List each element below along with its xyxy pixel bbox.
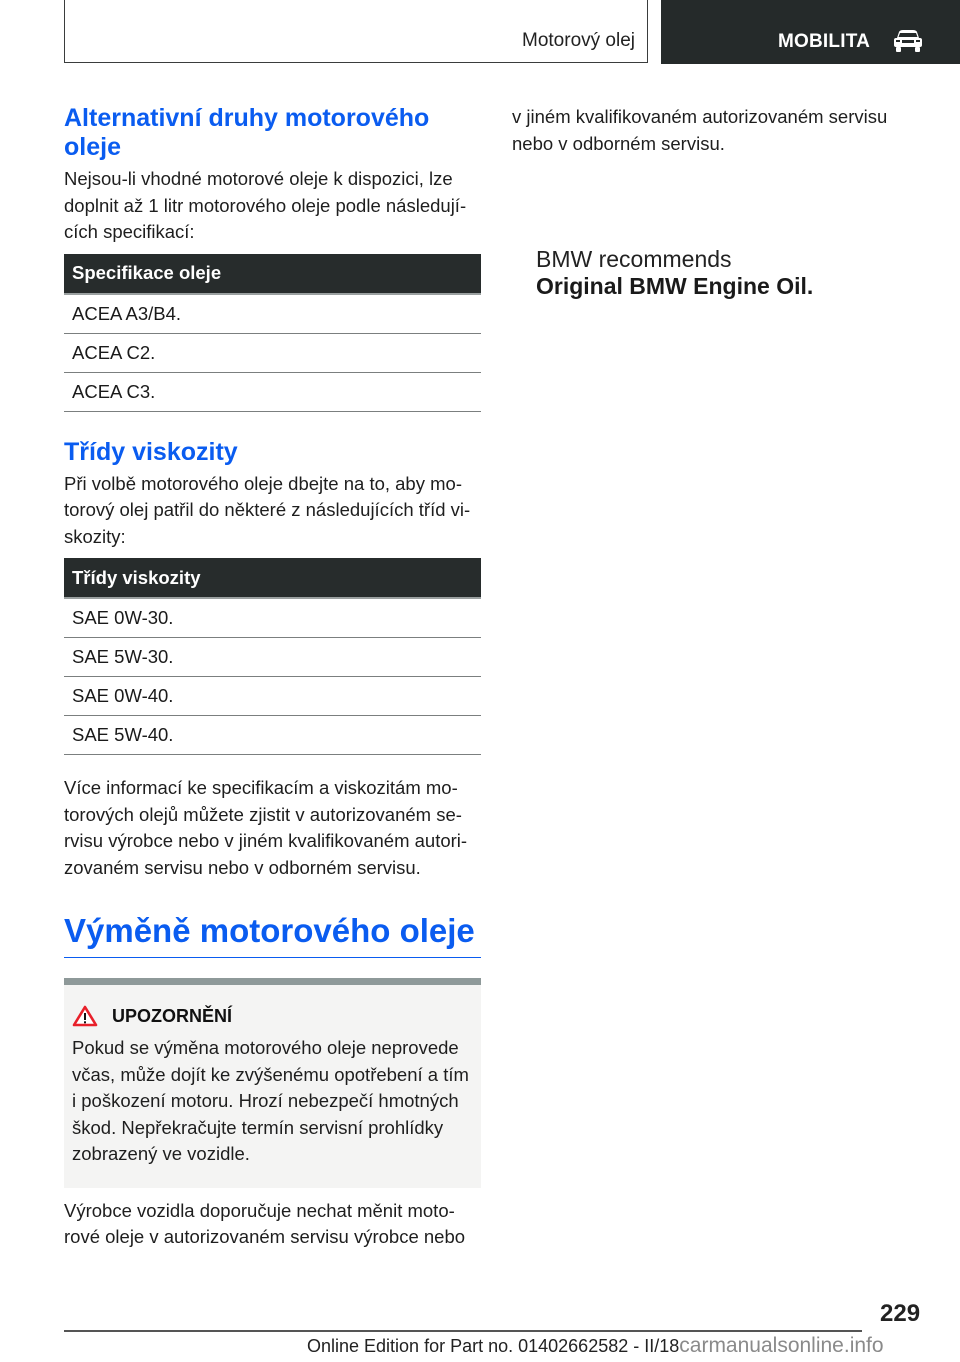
car-front-icon: [893, 29, 923, 53]
footer-divider: [64, 1330, 862, 1332]
warning-title: UPOZORNĚNÍ: [112, 1005, 233, 1026]
more-info-text: Více informací ke specifikacím a viskozitám motorových olejů můžete zjistit v autorizovaném servisu výrobce nebo v jiném kvalifikovaném autorizovaném servisu nebo v odborném servisu.: [64, 777, 468, 878]
recommendation-text: Výrobce vozidla doporučuje nechat měnit motorové oleje v autorizovaném servisu výrobce nebo: [64, 1199, 466, 1247]
right-column: [512, 104, 912, 157]
page-number: 229: [880, 1300, 921, 1327]
continuation-text: v jiném kvalifikovaném autorizovaném servisu nebo v odborném servisu.: [512, 106, 888, 154]
oil-spec-cell: ACEA C2.: [64, 333, 481, 372]
warning-text: Pokud se výměna motorového oleje neprovede včas, může dojít ke zvýšenému opotřebení a tím i poškození motoru. Hrozí nebezpečí hmotných škod. Nepřekračujte termín servisní prohlídky zobrazený ve vozidle.: [72, 1037, 469, 1164]
viscosity-heading: Třídy viskozity: [64, 437, 238, 466]
viscosity-cell: SAE 5W-40.: [64, 716, 481, 755]
oil-change-heading: Výměně motorového oleje: [64, 911, 481, 958]
viscosity-table: [64, 558, 481, 755]
viscosity-cell: SAE 5W-30.: [64, 638, 481, 677]
viscosity-cell: SAE 0W-30.: [64, 598, 481, 638]
footer-edition: [307, 1334, 884, 1358]
bmw-logo-line2: Original BMW Engine Oil.: [536, 273, 814, 299]
warning-box: [64, 978, 481, 1188]
alt-oils-heading: Alternativní druhy motorového oleje: [64, 104, 430, 161]
table-row: [64, 598, 481, 638]
bmw-logo-line1: BMW recommends: [536, 246, 732, 272]
table-row: [64, 372, 481, 411]
header-section-box: [64, 0, 648, 63]
alt-oils-intro: Nejsou-li vhodné motorové oleje k dispozici, lze doplnit až 1 litr motorového oleje podle následujících specifikací:: [64, 168, 467, 242]
oil-spec-cell: ACEA A3/B4.: [64, 294, 481, 334]
viscosity-intro: Při volbě motorového oleje dbejte na to, aby motorový olej patřil do některé z následujících tříd viskozity:: [64, 472, 471, 547]
table-row: [64, 333, 481, 372]
warning-header: [72, 1005, 473, 1027]
chapter-label: MOBILITA: [778, 31, 871, 52]
table-row: [64, 294, 481, 334]
edition-text: Online Edition for Part no. 01402662582 - II/18: [307, 1336, 680, 1356]
table-row: [64, 638, 481, 677]
oil-spec-table-header: Specifikace oleje: [64, 254, 481, 294]
left-column: [64, 104, 481, 1251]
oil-spec-table: [64, 254, 481, 412]
table-row: [64, 677, 481, 716]
viscosity-cell: SAE 0W-40.: [64, 677, 481, 716]
oil-spec-cell: ACEA C3.: [64, 372, 481, 411]
table-row: [64, 716, 481, 755]
section-title: Motorový olej: [522, 30, 635, 51]
header-chapter-tab: [661, 0, 960, 64]
viscosity-table-header: Třídy viskozity: [64, 558, 481, 598]
bmw-oil-logo: [536, 246, 813, 300]
warning-triangle-icon: [72, 1005, 98, 1027]
watermark: carmanualsonline.info: [679, 1334, 884, 1357]
